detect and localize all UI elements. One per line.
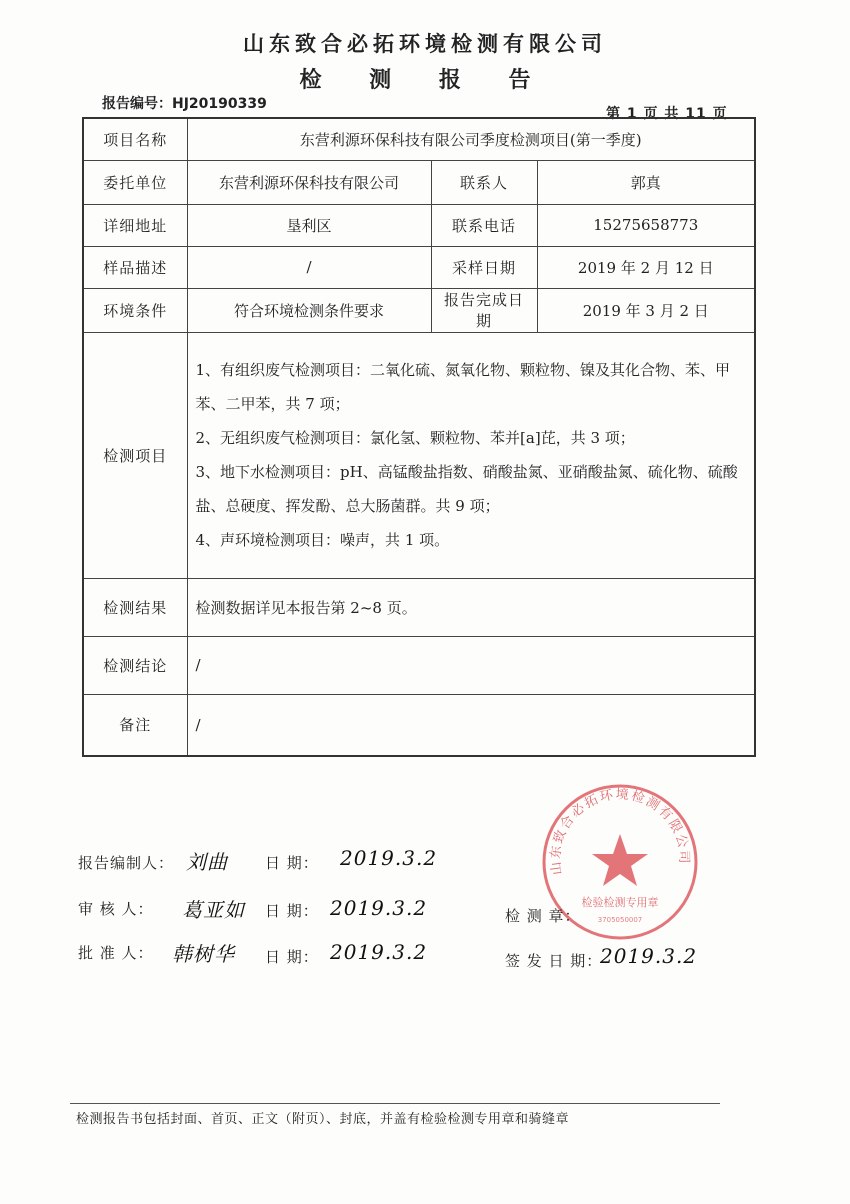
conclusion-label: 检测结论 [83, 636, 187, 694]
row-remark [83, 694, 755, 756]
item-line: 2、无组织废气检测项目：氯化氢、颗粒物、苯并[a]芘，共 3 项； [195, 429, 635, 447]
item-line: 1、有组织废气检测项目：二氧化硫、氮氧化物、颗粒物、镍及其化合物、苯、甲苯、二甲苯，共 7 项； [195, 361, 731, 413]
row-items [83, 332, 755, 578]
report-table [82, 117, 756, 757]
item-line: 4、声环境检测项目：噪声，共 1 项。 [195, 531, 450, 549]
report-number [102, 93, 267, 113]
report-title: 检 测 报 告 [299, 68, 551, 93]
sample-desc-value: / [187, 246, 431, 288]
star-icon [592, 834, 648, 886]
company-name: 山东致合必拓环境检测有限公司 [243, 32, 607, 56]
phone-value: 15275658773 [537, 204, 755, 246]
result-value: 检测数据详见本报告第 2~8 页。 [187, 578, 755, 636]
phone-label: 联系电话 [431, 204, 537, 246]
sampling-date-value: 2019 年 2 月 12 日 [537, 246, 755, 288]
project-name-label: 项目名称 [83, 118, 187, 160]
complete-date-label: 报告完成日期 [431, 288, 537, 332]
reviewer-date-label: 日 期： [265, 902, 319, 920]
approver-signature: 韩树华 [172, 942, 235, 966]
seal-subtext: 检验检测专用章 [581, 896, 659, 909]
contact-label: 联系人 [431, 160, 537, 204]
address-label: 详细地址 [83, 204, 187, 246]
footer-divider [70, 1103, 720, 1104]
row-result [83, 578, 755, 636]
address-value: 垦利区 [187, 204, 431, 246]
client-value: 东营利源环保科技有限公司 [187, 160, 431, 204]
row-env [83, 288, 755, 332]
item-line: 3、地下水检测项目：pH、高锰酸盐指数、硝酸盐氮、亚硝酸盐氮、硫化物、硫酸盐、总硬度、挥发酚、总大肠菌群。共 9 项； [195, 463, 738, 515]
result-label: 检测结果 [83, 578, 187, 636]
row-client [83, 160, 755, 204]
seal-number: 3705050007 [597, 916, 643, 924]
approver-label: 批 准 人： [78, 944, 154, 962]
seal-label: 检 测 章： [505, 907, 581, 925]
sample-desc-label: 样品描述 [83, 246, 187, 288]
reviewer-signature: 葛亚如 [182, 898, 245, 922]
items-list [187, 332, 755, 578]
env-value: 符合环境检测条件要求 [187, 288, 431, 332]
complete-date-value: 2019 年 3 月 2 日 [537, 288, 755, 332]
reviewer-date: 2019.3.2 [330, 896, 428, 920]
row-project-name [83, 118, 755, 160]
approver-date-label: 日 期： [265, 948, 319, 966]
issue-date-label: 签 发 日 期： [505, 952, 603, 970]
footer-note: 检测报告书包括封面、首页、正文（附页）、封底，并盖有检验检测专用章和骑缝章 [76, 1112, 570, 1127]
compiler-date-label: 日 期： [265, 854, 319, 872]
remark-value: / [187, 694, 755, 756]
sampling-date-label: 采样日期 [431, 246, 537, 288]
row-sample [83, 246, 755, 288]
conclusion-value: / [187, 636, 755, 694]
row-address [83, 204, 755, 246]
compiler-signature: 刘曲 [186, 850, 228, 874]
remark-label: 备注 [83, 694, 187, 756]
seal-text: 山东致合必拓环境检测有限公司 [548, 787, 692, 876]
client-label: 委托单位 [83, 160, 187, 204]
items-label: 检测项目 [83, 332, 187, 578]
issue-date: 2019.3.2 [600, 944, 698, 968]
contact-value: 郭真 [537, 160, 755, 204]
report-number-label: 报告编号： [102, 96, 172, 112]
row-conclusion [83, 636, 755, 694]
env-label: 环境条件 [83, 288, 187, 332]
approver-date: 2019.3.2 [330, 940, 428, 964]
compiler-date: 2019.3.2 [340, 846, 438, 870]
page-info: 第 1 页 共 11 页 [606, 106, 728, 122]
project-name-value: 东营利源环保科技有限公司季度检测项目(第一季度) [187, 118, 755, 160]
compiler-label: 报告编制人： [78, 854, 175, 872]
reviewer-label: 审 核 人： [78, 900, 154, 918]
report-number-value: HJ20190339 [172, 96, 267, 112]
